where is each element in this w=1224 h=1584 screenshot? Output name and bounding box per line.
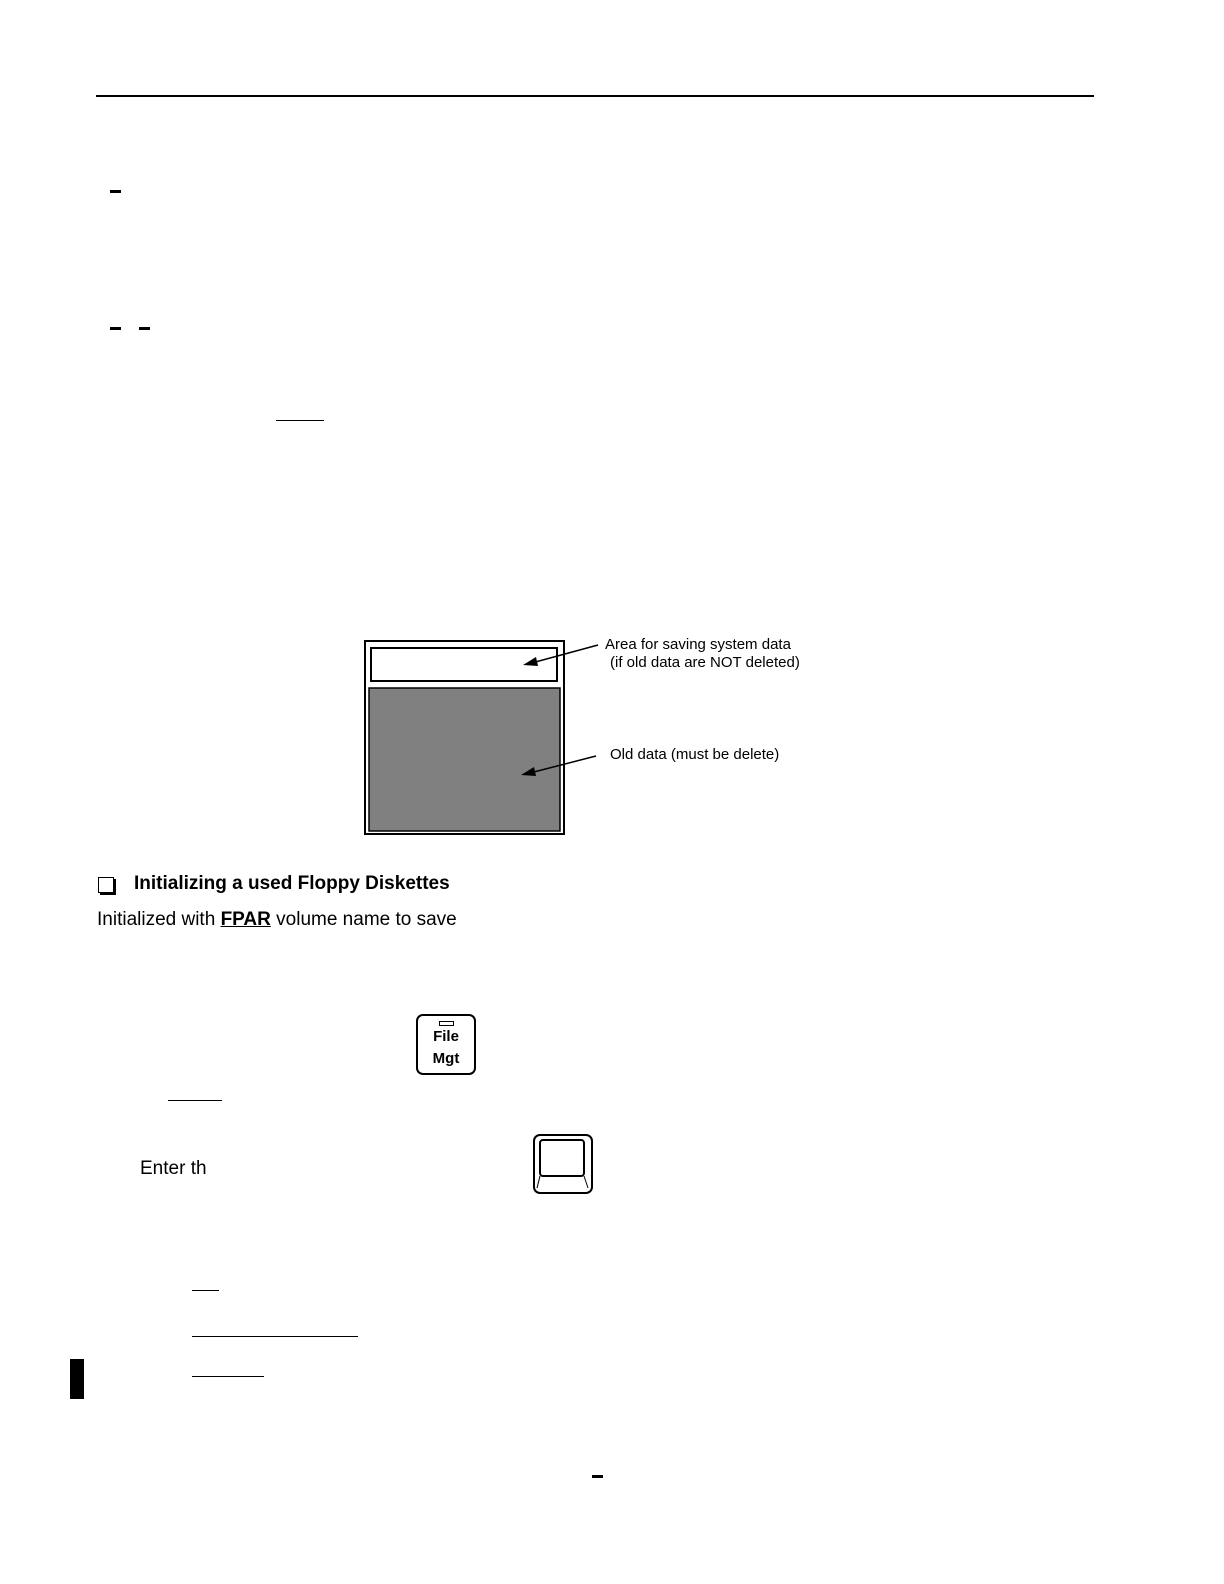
- change-bar: [70, 1359, 84, 1399]
- underline-mark-2: [168, 1100, 222, 1101]
- section-heading: [98, 873, 450, 895]
- system-area-label-line2: (if old data are NOT deleted): [610, 654, 800, 671]
- section-heading-text: Initializing a used Floppy Diskettes: [134, 873, 450, 894]
- intro-suffix: volume name to save: [270, 909, 457, 930]
- intro-prefix: Initialized with: [97, 909, 221, 930]
- file-mgt-key-label-line1: File: [433, 1028, 459, 1045]
- underline-mark-1: [276, 420, 324, 421]
- old-data-label: Old data (must be delete): [610, 746, 780, 763]
- intro-keyword: FPAR: [220, 909, 271, 930]
- system-area-label-line1: Area for saving system data: [605, 636, 791, 653]
- intro-sentence: [97, 909, 457, 931]
- section-number-dash: [110, 190, 121, 193]
- old-data-area: [369, 688, 560, 831]
- header-rule: [96, 95, 1094, 97]
- underline-mark-3: [192, 1290, 219, 1291]
- page-number-dash: [592, 1475, 603, 1478]
- underline-mark-5: [192, 1376, 264, 1377]
- file-mgt-key[interactable]: [416, 1014, 476, 1075]
- blank-key-face: [535, 1136, 590, 1191]
- blank-key[interactable]: [533, 1134, 593, 1194]
- subsection-number-dash-1: [110, 327, 121, 330]
- key-indicator-led: [439, 1021, 454, 1026]
- enter-step-text: Enter th: [140, 1158, 207, 1179]
- file-mgt-key-label-line2: Mgt: [432, 1050, 460, 1067]
- subsection-number-dash-2: [139, 327, 150, 330]
- checkbox-bullet-icon: [98, 877, 114, 893]
- underline-mark-4: [192, 1336, 358, 1337]
